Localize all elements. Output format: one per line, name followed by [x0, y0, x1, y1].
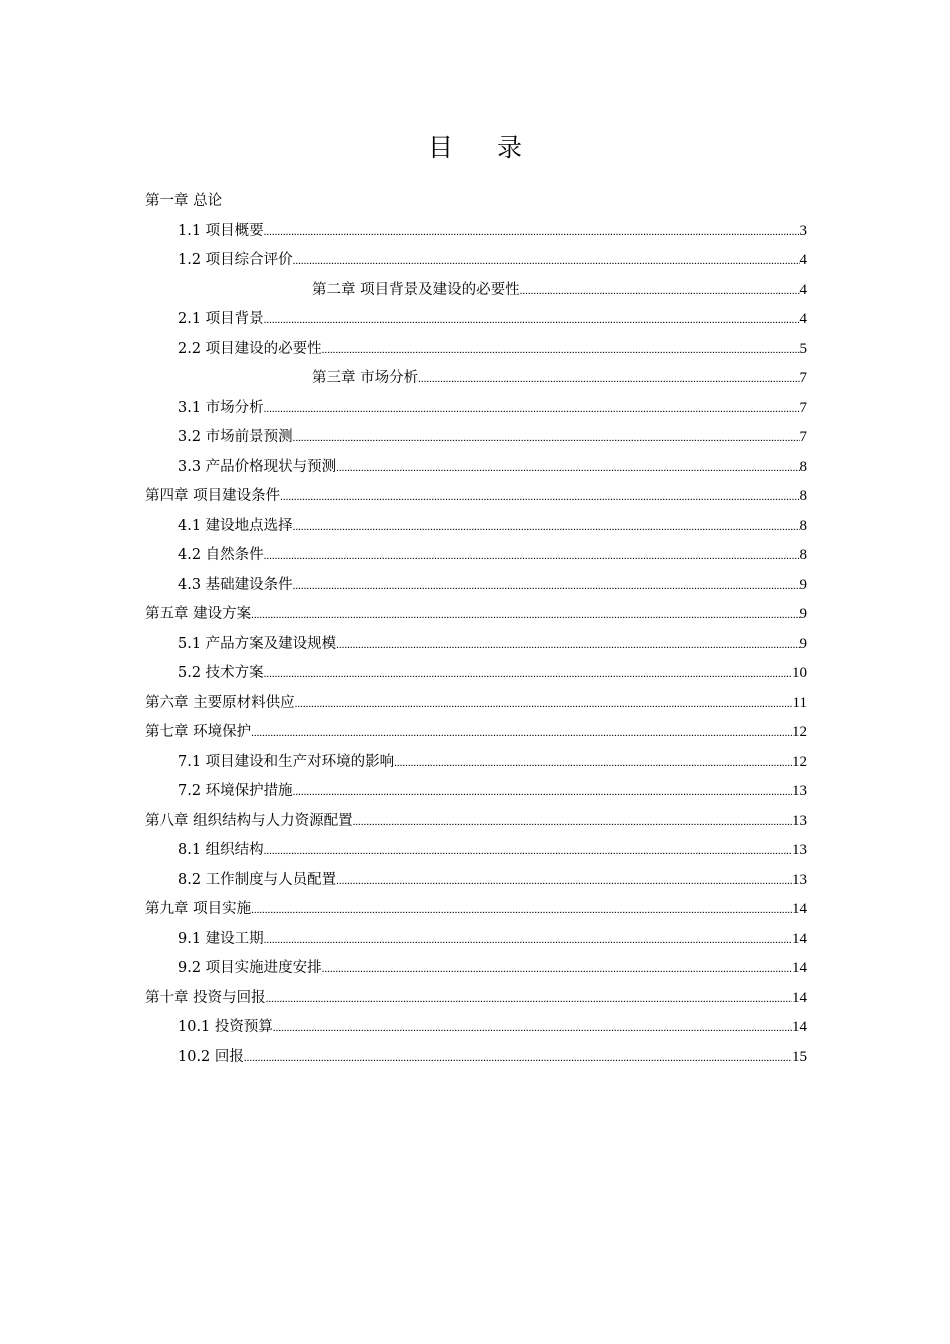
toc-entry[interactable] — [145, 659, 807, 689]
toc-dot-leader — [244, 1044, 792, 1074]
toc-dot-leader — [251, 719, 792, 749]
toc-entry[interactable] — [145, 305, 807, 335]
toc-entry-page: 9 — [799, 606, 807, 622]
toc-entry-page: 13 — [792, 871, 807, 888]
toc-entry[interactable] — [145, 571, 807, 601]
toc-dot-leader — [353, 808, 792, 838]
toc-entry[interactable] — [145, 187, 807, 217]
toc-title: 目 录 — [428, 133, 540, 162]
toc-entry[interactable] — [145, 394, 807, 424]
toc-entry-label: 2.1 项目背景 — [178, 311, 264, 327]
toc-entry-page: 8 — [799, 547, 807, 563]
toc-entry[interactable] — [145, 954, 807, 984]
toc-dot-leader — [264, 660, 792, 690]
toc-entry-page: 14 — [792, 989, 807, 1006]
toc-dot-leader — [293, 247, 800, 277]
toc-dot-leader — [251, 896, 792, 926]
toc-entry-page: 14 — [792, 901, 807, 917]
toc-dot-leader — [293, 572, 800, 602]
toc-entry-label: 1.2 项目综合评价 — [178, 252, 293, 268]
toc-entry-page: 3 — [799, 222, 807, 239]
toc-dot-leader — [264, 926, 792, 956]
toc-entry-label: 第十章 投资与回报 — [145, 989, 266, 1006]
toc-entry-page: 10 — [792, 665, 807, 681]
toc-entry-label: 3.2 市场前景预测 — [178, 429, 293, 445]
toc-entry-page: 12 — [792, 724, 807, 740]
toc-entry-page: 4 — [799, 252, 807, 268]
toc-entry[interactable] — [145, 482, 807, 512]
toc-entry-label: 第二章 项目背景及建设的必要性 — [312, 281, 520, 298]
toc-entry-label: 第七章 环境保护 — [145, 724, 252, 740]
toc-entry-label: 3.3 产品价格现状与预测 — [178, 458, 337, 475]
toc-entry[interactable] — [145, 335, 807, 365]
toc-dot-leader — [266, 985, 792, 1015]
toc-entry[interactable] — [145, 364, 807, 394]
toc-entry-page: 8 — [799, 488, 807, 504]
toc-entry[interactable] — [145, 276, 807, 306]
toc-dot-leader — [293, 424, 800, 454]
toc-entry-label: 10.2 回报 — [178, 1048, 244, 1065]
toc-entry-page: 8 — [799, 458, 807, 475]
toc-entry[interactable] — [145, 453, 807, 483]
toc-entry[interactable] — [145, 1043, 807, 1073]
toc-entry-page: 13 — [792, 783, 807, 799]
toc-entry[interactable] — [145, 984, 807, 1014]
toc-entry-label: 2.2 项目建设的必要性 — [178, 340, 322, 357]
toc-dot-leader — [251, 601, 799, 631]
toc-dot-leader — [394, 749, 792, 779]
toc-dot-leader — [336, 867, 792, 897]
toc-entry-page: 14 — [792, 1019, 807, 1035]
toc-entry-page: 5 — [799, 340, 807, 357]
toc-entry-page: 13 — [792, 842, 807, 858]
toc-entry-label: 第三章 市场分析 — [312, 370, 419, 386]
toc-entry-label: 8.2 工作制度与人员配置 — [178, 871, 337, 888]
toc-dot-leader — [273, 1014, 792, 1044]
toc-entry-label: 第九章 项目实施 — [145, 901, 252, 917]
toc-dot-leader — [264, 542, 800, 572]
toc-dot-leader — [293, 513, 800, 543]
toc-entry-page: 7 — [799, 429, 807, 445]
toc-entry-label: 第四章 项目建设条件 — [145, 488, 281, 504]
toc-dot-leader — [264, 218, 800, 248]
toc-dot-leader — [264, 837, 792, 867]
toc-dot-leader — [295, 690, 793, 720]
toc-entry-page: 9 — [799, 576, 807, 593]
toc-entry[interactable] — [145, 866, 807, 896]
toc-entry[interactable] — [145, 630, 807, 660]
toc-entry[interactable] — [145, 689, 807, 719]
toc-entry-label: 4.1 建设地点选择 — [178, 517, 293, 534]
toc-dot-leader — [293, 778, 792, 808]
toc-entry-label: 7.1 项目建设和生产对环境的影响 — [178, 753, 395, 770]
toc-entry-page: 4 — [799, 281, 807, 298]
toc-entry[interactable] — [145, 718, 807, 748]
toc-entry-page: 7 — [799, 399, 807, 416]
toc-entry[interactable] — [145, 246, 807, 276]
toc-entry-page: 13 — [792, 812, 807, 829]
toc-entry-page: 4 — [799, 311, 807, 327]
toc-dot-leader — [322, 955, 792, 985]
toc-entry[interactable] — [145, 748, 807, 778]
toc-dot-leader — [264, 395, 800, 425]
toc-entry-label: 4.2 自然条件 — [178, 547, 264, 563]
toc-dot-leader — [280, 483, 799, 513]
toc-entry[interactable] — [145, 895, 807, 925]
toc-entry-label: 4.3 基础建设条件 — [178, 576, 293, 593]
toc-entry[interactable] — [145, 600, 807, 630]
toc-dot-leader — [336, 631, 799, 661]
toc-entry-label: 1.1 项目概要 — [178, 222, 264, 239]
toc-entry-label: 8.1 组织结构 — [178, 842, 264, 858]
toc-entry-page: 7 — [799, 370, 807, 386]
toc-entry[interactable] — [145, 777, 807, 807]
toc-entry-page: 8 — [799, 517, 807, 534]
toc-entry[interactable] — [145, 423, 807, 453]
toc-entry-label: 第六章 主要原材料供应 — [145, 694, 295, 711]
toc-entry[interactable] — [145, 512, 807, 542]
toc-dot-leader — [520, 277, 800, 307]
toc-entry-label: 3.1 市场分析 — [178, 399, 264, 416]
toc-entry[interactable] — [145, 1013, 807, 1043]
toc-entry-label: 9.2 项目实施进度安排 — [178, 960, 322, 976]
toc-entry-label: 第一章 总论 — [145, 193, 223, 209]
toc-entry-page: 15 — [792, 1048, 807, 1065]
toc-dot-leader — [264, 306, 800, 336]
toc-dot-leader — [336, 454, 799, 484]
toc-entry[interactable] — [145, 217, 807, 247]
toc-entry-page: 9 — [799, 635, 807, 652]
toc-dot-leader — [322, 336, 800, 366]
toc-dot-leader — [418, 365, 799, 395]
toc-entry[interactable] — [145, 836, 807, 866]
toc-entry-label: 5.2 技术方案 — [178, 665, 264, 681]
toc-list — [145, 187, 807, 1072]
toc-entry-label: 第五章 建设方案 — [145, 606, 252, 622]
toc-entry-page: 11 — [792, 694, 807, 711]
toc-entry-label: 5.1 产品方案及建设规模 — [178, 635, 337, 652]
toc-entry[interactable] — [145, 925, 807, 955]
toc-entry-label: 9.1 建设工期 — [178, 930, 264, 947]
toc-entry[interactable] — [145, 807, 807, 837]
toc-entry-page: 12 — [792, 753, 807, 770]
toc-entry-page: 14 — [792, 930, 807, 947]
toc-entry[interactable] — [145, 541, 807, 571]
toc-entry-label: 7.2 环境保护措施 — [178, 783, 293, 799]
toc-entry-label: 第八章 组织结构与人力资源配置 — [145, 812, 353, 829]
toc-entry-label: 10.1 投资预算 — [178, 1019, 273, 1035]
toc-entry-page: 14 — [792, 960, 807, 976]
